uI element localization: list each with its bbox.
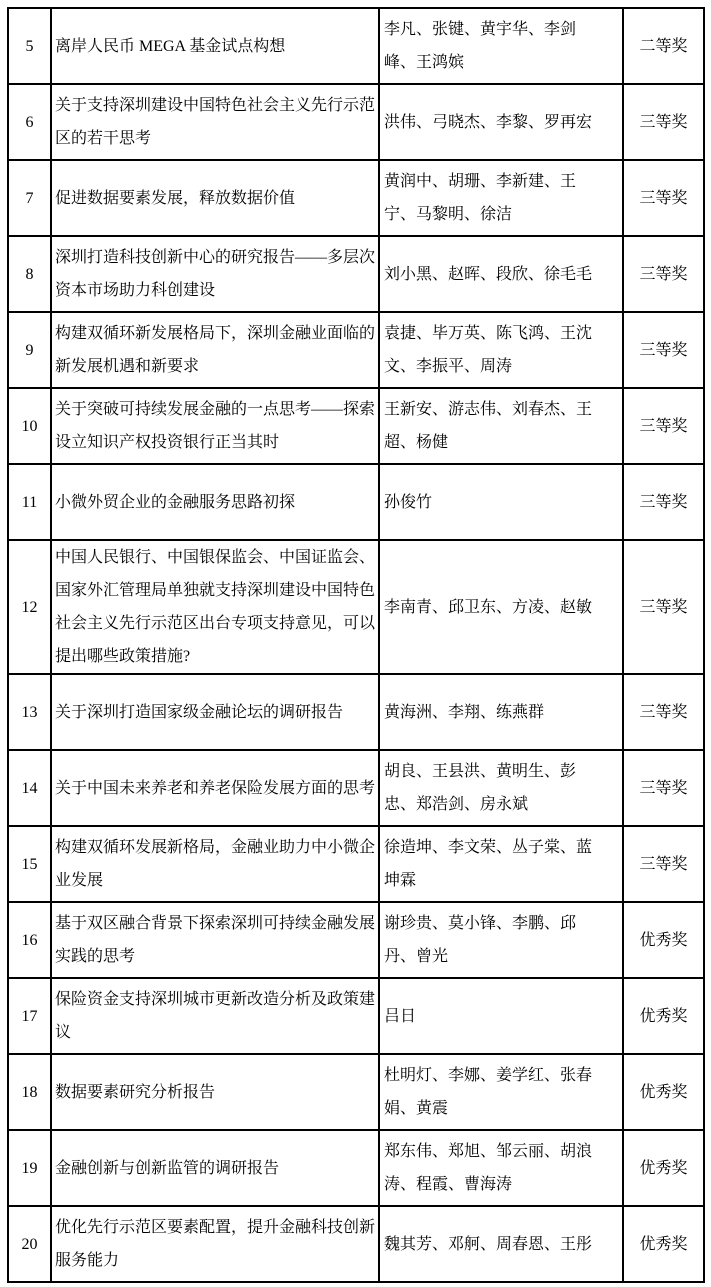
entry-award-cell: 三等奖 (623, 312, 704, 388)
row-number-cell: 16 (8, 902, 51, 978)
table-row (8, 750, 704, 826)
entry-award-cell: 三等奖 (623, 84, 704, 160)
table-row (8, 1054, 704, 1130)
entry-award-cell: 二等奖 (623, 8, 704, 84)
entry-authors-cell: 刘小黑、赵晖、段欣、徐毛毛 (379, 236, 623, 312)
entry-award-cell: 三等奖 (623, 674, 704, 750)
entry-title-cell: 优化先行示范区要素配置，提升金融科技创新服务能力 (51, 1206, 379, 1282)
entry-title-cell: 保险资金支持深圳城市更新改造分析及政策建议 (51, 978, 379, 1054)
entry-title-cell: 数据要素研究分析报告 (51, 1054, 379, 1130)
row-number-cell: 7 (8, 160, 51, 236)
entry-award-cell: 优秀奖 (623, 1206, 704, 1282)
entry-authors-cell: 黄海洲、李翔、练燕群 (379, 674, 623, 750)
row-number-cell: 20 (8, 1206, 51, 1282)
table-row (8, 464, 704, 540)
entry-award-cell: 三等奖 (623, 160, 704, 236)
entry-title-cell: 关于突破可持续发展金融的一点思考——探索设立知识产权投资银行正当其时 (51, 388, 379, 464)
entry-authors-cell: 谢珍贵、莫小锋、李鹏、邱丹、曾光 (379, 902, 623, 978)
entry-authors-cell: 魏其芳、邓舸、周春恩、王彤 (379, 1206, 623, 1282)
entry-authors-cell: 李南青、邱卫东、方凌、赵敏 (379, 540, 623, 674)
entry-award-cell: 优秀奖 (623, 902, 704, 978)
table-row (8, 312, 704, 388)
table-row (8, 978, 704, 1054)
entry-authors-cell: 李凡、张键、黄宇华、李剑峰、王鸿嫔 (379, 8, 623, 84)
entry-authors-cell: 郑东伟、郑旭、邹云丽、胡浪涛、程霞、曹海涛 (379, 1130, 623, 1206)
awards-table-body (8, 8, 704, 1282)
entry-award-cell: 优秀奖 (623, 978, 704, 1054)
row-number-cell: 13 (8, 674, 51, 750)
entry-title-cell: 离岸人民币 MEGA 基金试点构想 (51, 8, 379, 84)
entry-title-cell: 关于支持深圳建设中国特色社会主义先行示范区的若干思考 (51, 84, 379, 160)
entry-award-cell: 三等奖 (623, 236, 704, 312)
row-number-cell: 10 (8, 388, 51, 464)
entry-authors-cell: 杜明灯、李娜、姜学红、张春娟、黄震 (379, 1054, 623, 1130)
table-row (8, 8, 704, 84)
entry-title-cell: 关于深圳打造国家级金融论坛的调研报告 (51, 674, 379, 750)
entry-authors-cell: 袁捷、毕万英、陈飞鸿、王沈文、李振平、周涛 (379, 312, 623, 388)
entry-title-cell: 基于双区融合背景下探索深圳可持续金融发展实践的思考 (51, 902, 379, 978)
table-row (8, 236, 704, 312)
table-row (8, 84, 704, 160)
entry-title-cell: 关于中国未来养老和养老保险发展方面的思考 (51, 750, 379, 826)
row-number-cell: 18 (8, 1054, 51, 1130)
table-row (8, 160, 704, 236)
table-row (8, 1206, 704, 1282)
table-row (8, 826, 704, 902)
row-number-cell: 14 (8, 750, 51, 826)
entry-award-cell: 三等奖 (623, 826, 704, 902)
table-row (8, 674, 704, 750)
entry-title-cell: 金融创新与创新监管的调研报告 (51, 1130, 379, 1206)
entry-title-cell: 中国人民银行、中国银保监会、中国证监会、国家外汇管理局单独就支持深圳建设中国特色社会主义先行示范区出台专项支持意见，可以提出哪些政策措施? (51, 540, 379, 674)
entry-authors-cell: 王新安、游志伟、刘春杰、王超、杨健 (379, 388, 623, 464)
entry-authors-cell: 徐造坤、李文荣、丛子棠、蓝坤霖 (379, 826, 623, 902)
entry-award-cell: 三等奖 (623, 464, 704, 540)
entry-authors-cell: 孙俊竹 (379, 464, 623, 540)
entry-award-cell: 三等奖 (623, 388, 704, 464)
table-row (8, 540, 704, 674)
entry-title-cell: 促进数据要素发展，释放数据价值 (51, 160, 379, 236)
row-number-cell: 19 (8, 1130, 51, 1206)
entry-authors-cell: 吕日 (379, 978, 623, 1054)
entry-award-cell: 三等奖 (623, 540, 704, 674)
row-number-cell: 12 (8, 540, 51, 674)
row-number-cell: 9 (8, 312, 51, 388)
row-number-cell: 17 (8, 978, 51, 1054)
row-number-cell: 6 (8, 84, 51, 160)
row-number-cell: 15 (8, 826, 51, 902)
row-number-cell: 11 (8, 464, 51, 540)
entry-title-cell: 深圳打造科技创新中心的研究报告——多层次资本市场助力科创建设 (51, 236, 379, 312)
table-row (8, 1130, 704, 1206)
entry-authors-cell: 黄润中、胡珊、李新建、王宁、马黎明、徐洁 (379, 160, 623, 236)
entry-authors-cell: 胡良、王县洪、黄明生、彭忠、郑浩剑、房永斌 (379, 750, 623, 826)
table-row (8, 388, 704, 464)
entry-title-cell: 构建双循环新发展格局下，深圳金融业面临的新发展机遇和新要求 (51, 312, 379, 388)
entry-award-cell: 优秀奖 (623, 1130, 704, 1206)
awards-table (7, 7, 705, 1283)
entry-authors-cell: 洪伟、弓晓杰、李黎、罗再宏 (379, 84, 623, 160)
entry-title-cell: 小微外贸企业的金融服务思路初探 (51, 464, 379, 540)
entry-award-cell: 优秀奖 (623, 1054, 704, 1130)
entry-award-cell: 三等奖 (623, 750, 704, 826)
table-row (8, 902, 704, 978)
entry-title-cell: 构建双循环发展新格局，金融业助力中小微企业发展 (51, 826, 379, 902)
row-number-cell: 5 (8, 8, 51, 84)
row-number-cell: 8 (8, 236, 51, 312)
